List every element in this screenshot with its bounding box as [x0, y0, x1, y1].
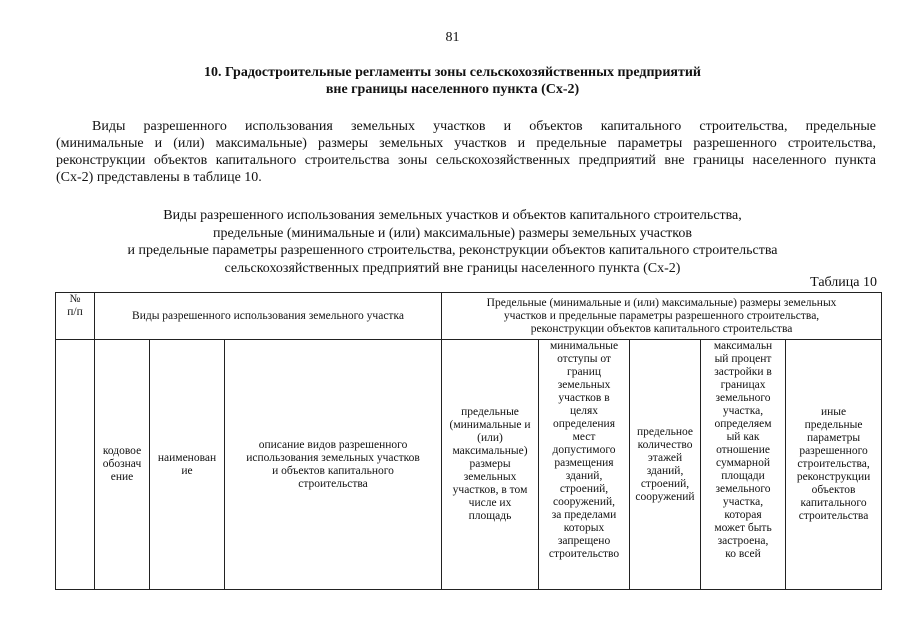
cell-line: №: [69, 293, 81, 305]
cell-line: ый процент: [714, 353, 772, 365]
heading-line: вне границы населенного пункта (Сх-2): [325, 82, 580, 97]
cell-line: ко всей: [725, 548, 761, 560]
subheader-floors: [630, 340, 701, 590]
cell-line: определяем: [714, 418, 772, 430]
subheader-other: [786, 340, 882, 590]
cell-line: описание видов разрешенного: [258, 438, 408, 451]
cell-line: размеры: [469, 458, 511, 470]
intro-line: (минимальные и (или) максимальные) размеры земельных участков и предельные параметры разрешенного строительства,: [56, 136, 876, 151]
cell-line: количество: [637, 438, 693, 451]
cell-line: капитального: [800, 497, 867, 509]
cell-line: участков в: [558, 392, 610, 404]
intro-line: (Сх-2) представлены в таблице 10.: [56, 170, 262, 185]
cell-line: строительства: [298, 477, 368, 490]
cell-line: границ: [566, 366, 602, 378]
cell-line: земельных: [463, 471, 517, 483]
intro-line: Виды разрешенного использования земельных участков и объектов капитального строительства, предельные: [92, 119, 876, 134]
cell-line: земельных: [557, 379, 611, 391]
intro-line: реконструкции объектов капитального строительства зоны сельскохозяйственных предприятий вне границы населенного пункта: [56, 153, 876, 168]
section-heading: [0, 64, 905, 98]
page-number: 81: [445, 30, 460, 45]
cell-line: строительства: [798, 510, 869, 522]
cell-line: разрешенного: [799, 445, 868, 457]
cell-line: строений,: [640, 477, 690, 490]
cell-line: максимальн: [713, 340, 773, 352]
cell-line: мест: [572, 431, 596, 443]
cell-line: наименован: [157, 451, 217, 464]
cell-line: минимальные: [549, 340, 619, 352]
cell-line: Предельные (минимальные и (или) максимальные) размеры земельных: [486, 296, 837, 309]
cell-line: отношение: [716, 444, 770, 456]
cell-line: числе их: [468, 497, 512, 509]
table-header-row: [56, 293, 882, 340]
header-types-group: Виды разрешенного использования земельного участка: [95, 293, 442, 340]
cell-line: земельного: [715, 483, 771, 495]
cell-line: за пределами: [551, 509, 617, 521]
cell-line: суммарной: [716, 457, 770, 469]
cell-line: может быть: [714, 522, 772, 534]
subheader-code: [95, 340, 150, 590]
cell-line: реконструкции: [796, 471, 871, 483]
cell-line: строений,: [559, 483, 609, 495]
cell-line: строительства,: [797, 458, 870, 470]
cell-line: отступы от: [557, 353, 611, 365]
cell-line: земельного: [715, 392, 771, 404]
empty-cell: [56, 340, 95, 590]
cell-line: (минимальные и: [449, 419, 531, 431]
heading-line: 10. Градостроительные регламенты зоны сельскохозяйственных предприятий: [204, 65, 701, 80]
subheader-description: [225, 340, 442, 590]
cell-line: площади: [721, 470, 765, 482]
header-number: [56, 293, 95, 340]
cell-line: которых: [563, 522, 605, 534]
cell-line: этажей: [647, 451, 683, 464]
cell-line: использования земельных участков: [246, 451, 420, 464]
regulations-table: [55, 292, 882, 590]
cell-line: зданий,: [646, 464, 684, 477]
cell-line: кодовое: [102, 445, 142, 457]
cell-line: максимальные): [452, 445, 528, 457]
header-params-group: [442, 293, 882, 340]
cell-line: застроена,: [717, 535, 769, 547]
cell-line: параметры: [806, 432, 861, 444]
cell-line: запрещено: [557, 535, 611, 547]
cell-line: участка,: [722, 496, 764, 508]
cell-line: участка,: [722, 405, 764, 417]
cell-line: реконструкции объектов капитального строительства: [530, 322, 793, 335]
cell-line: п/п: [67, 306, 83, 318]
intro-paragraph: [56, 118, 876, 186]
cell-line: ение: [110, 471, 134, 483]
cell-line: участков и предельные параметры разрешенного строительства,: [503, 309, 820, 322]
table-caption: [0, 207, 905, 277]
cell-line: размещения: [554, 457, 614, 469]
cell-line: строительство: [548, 548, 620, 560]
cell-line: площадь: [468, 510, 512, 522]
cell-line: объектов: [811, 484, 856, 496]
subheader-plot-size: [442, 340, 539, 590]
cell-line: допустимого: [552, 444, 616, 456]
cell-line: предельные: [461, 406, 519, 418]
cell-line: предельное: [637, 425, 693, 438]
subheader-coverage: [701, 340, 786, 590]
cell-line: сооружений: [635, 490, 695, 503]
table-label: Таблица 10: [810, 275, 877, 290]
cell-line: предельные: [804, 419, 863, 431]
cell-line: которая: [724, 509, 762, 521]
cell-line: обознач: [102, 458, 142, 470]
cell-line: участков, в том: [452, 484, 528, 496]
caption-line: и предельные параметры разрешенного строительства, реконструкции объектов капитального строительства: [127, 243, 778, 258]
cell-line: определения: [553, 418, 616, 430]
table-subheader-row: [56, 340, 882, 590]
cell-line: и объектов капитального: [272, 464, 394, 477]
cell-line: границах: [720, 379, 766, 391]
caption-line: Виды разрешенного использования земельных участков и объектов капитального строительства,: [163, 208, 742, 223]
cell-line: застройки в: [714, 366, 772, 378]
cell-line: ие: [181, 464, 193, 477]
caption-line: предельные (минимальные и (или) максимальные) размеры земельных участков: [213, 225, 692, 241]
caption-line: сельскохозяйственных предприятий вне границы населенного пункта (Сх-2): [224, 260, 681, 276]
subheader-name: [150, 340, 225, 590]
cell-line: целях: [569, 405, 599, 417]
cell-line: ый как: [726, 431, 760, 443]
cell-line: (или): [477, 432, 503, 444]
cell-line: сооружений,: [552, 496, 616, 508]
subheader-setbacks: [539, 340, 630, 590]
cell-line: иные: [820, 406, 847, 418]
cell-line: зданий,: [565, 470, 603, 482]
